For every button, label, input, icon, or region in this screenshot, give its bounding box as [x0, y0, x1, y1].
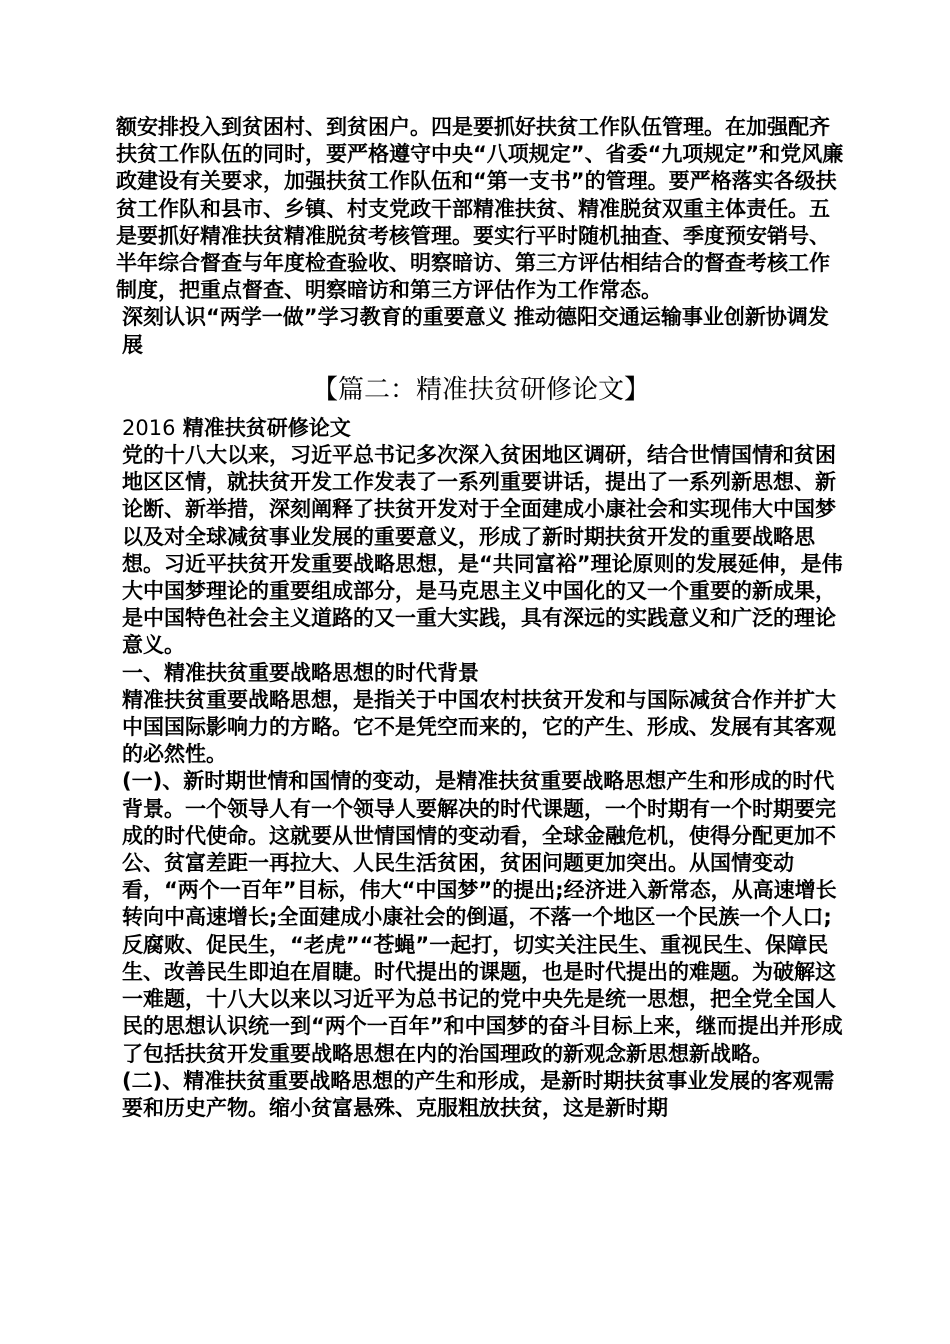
paragraph-point-one: (一)、新时期世情和国情的变动，是精准扶贫重要战略思想产生和形成的时代背景。一个领导人有一个领导人要解决的时代课题，一个时期有一个时期要完成的时代使命。这就要从世情国情的变动看，全球金融危机，使得分配更加不公、贫富差距一再拉大、人民生活贫困，贫困问题更加突出。从国情变动看，“两个一百年”目标，伟大“中国梦”的提出;经济进入新常态，从高速增长转向中高速增长;全面建成小康社会的倒逼，不落一个地区一个民族一个人口;反腐败、促民生，“老虎”“苍蝇”一起打，切实关注民生、重视民生、保障民生、改善民生即迫在眉睫。时代提出的课题，也是时代提出的难题。为破解这一难题，十八大以来以习近平为总书记的党中央先是统一思想，把全党全国人民的思想认识统一到“两个一百年”和中国梦的奋斗目标上来，继而提出并形成了包括扶贫开发重要战略思想在内的治国理政的新观念新思想新战略。	[122, 769, 843, 1066]
document-body	[116, 114, 846, 1122]
paragraph-introduction: 党的十八大以来，习近平总书记多次深入贫困地区调研，结合世情国情和贫困地区区情，就扶贫开发工作发表了一系列重要讲话，提出了一系列新思想、新论断、新举措，深刻阐释了扶贫开发对于全面建成小康社会和实现伟大中国梦以及对全球减贫事业发展的重要意义，形成了新时期扶贫开发的重要战略思想。习近平扶贫开发重要战略思想，是“共同富裕”理论原则的发展延伸，是伟大中国梦理论的重要组成部分，是马克思主义中国化的又一个重要的新成果，是中国特色社会主义道路的又一重大实践，具有深远的实践意义和广泛的理论意义。	[122, 443, 843, 658]
paragraph-point-two: (二)、精准扶贫重要战略思想的产生和形成，是新时期扶贫事业发展的客观需要和历史产物。缩小贫富悬殊、克服粗放扶贫，这是新时期	[122, 1068, 835, 1120]
paragraph-strategy-definition: 精准扶贫重要战略思想，是指关于中国农村扶贫开发和与国际减贫合作并扩大中国国际影响力的方略。它不是凭空而来的，它的产生、形成、发展有其客观的必然性。	[122, 687, 836, 767]
heading-section-one: 一、精准扶贫重要战略思想的时代背景	[122, 660, 479, 685]
section-title: 【篇二：精准扶贫研修论文】	[311, 374, 650, 405]
paper-subtitle	[116, 415, 846, 442]
subtitle-year: 2016	[122, 415, 176, 440]
paragraph-related-article-title: 深刻认识“两学一做”学习教育的重要意义 推动德阳交通运输事业创新协调发展	[122, 305, 829, 357]
paragraph-poverty-team-management: 额安排投入到贫困村、到贫困户。四是要抓好扶贫工作队伍管理。在加强配齐扶贫工作队伍的同时，要严格遵守中央“八项规定”、省委“九项规定”和党风廉政建设有关要求，加强扶贫工作队伍和“第一支书”的管理。要严格落实各级扶贫工作队和县市、乡镇、村支党政干部精准扶贫、精准脱贫双重主体责任。五是要抓好精准扶贫精准脱贫考核管理。要实行平时随机抽查、季度预安销号、半年综合督查与年度检查验收、明察暗访、第三方评估相结合的督查考核工作制度，把重点督查、明察暗访和第三方评估作为工作常态。	[116, 115, 844, 303]
subtitle-text: 精准扶贫研修论文	[182, 415, 351, 440]
